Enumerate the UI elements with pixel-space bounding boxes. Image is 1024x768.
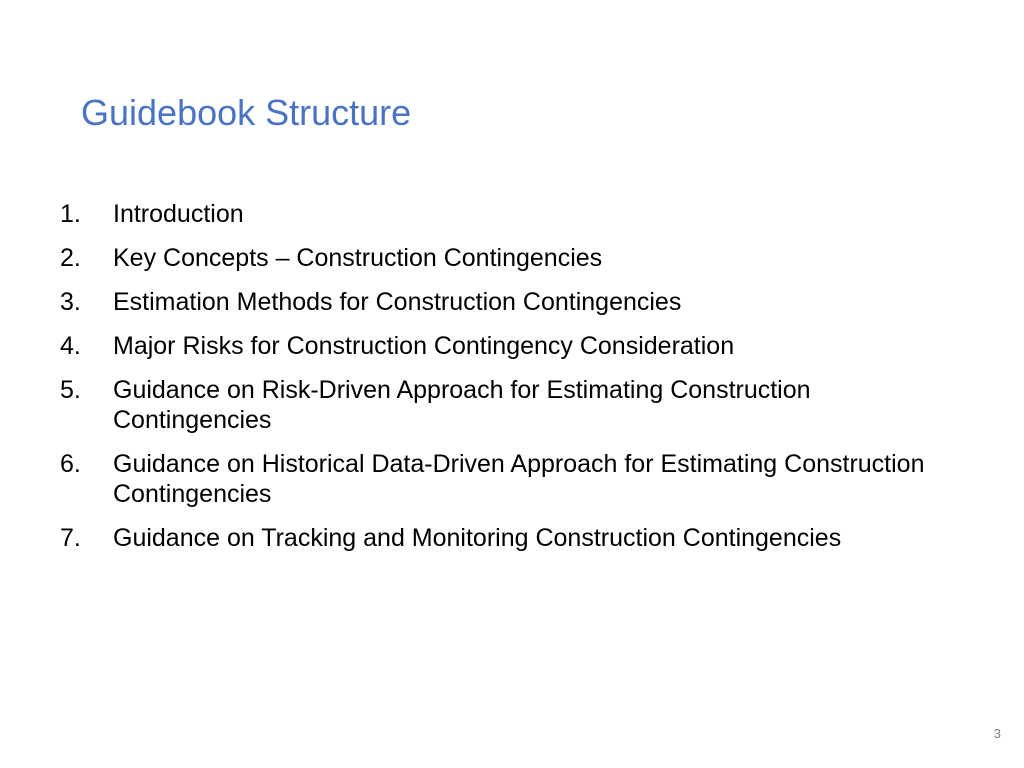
toc-item-text: Estimation Methods for Construction Contingencies bbox=[113, 288, 682, 316]
toc-item bbox=[60, 449, 960, 509]
toc-item-text: Guidance on Tracking and Monitoring Construction Contingencies bbox=[113, 524, 842, 552]
toc-item bbox=[60, 375, 960, 435]
toc-item-text: Guidance on Historical Data-Driven Approach for Estimating Construction Contingencies bbox=[113, 450, 925, 508]
toc-item-text: Key Concepts – Construction Contingencies bbox=[113, 244, 603, 272]
toc-item bbox=[60, 199, 960, 229]
toc-item bbox=[60, 243, 960, 273]
toc-item-number: 5. bbox=[60, 376, 81, 404]
table-of-contents bbox=[60, 199, 960, 567]
toc-item-number: 2. bbox=[60, 244, 81, 272]
toc-item-number: 7. bbox=[60, 524, 81, 552]
toc-item-number: 4. bbox=[60, 332, 81, 360]
toc-item-text: Guidance on Risk-Driven Approach for Estimating Construction Contingencies bbox=[113, 376, 811, 434]
toc-item-number: 6. bbox=[60, 450, 81, 478]
toc-item bbox=[60, 287, 960, 317]
slide-title: Guidebook Structure bbox=[81, 92, 412, 133]
toc-item bbox=[60, 331, 960, 361]
toc-item bbox=[60, 523, 960, 553]
toc-item-text: Major Risks for Construction Contingency Consideration bbox=[113, 332, 735, 360]
toc-item-number: 3. bbox=[60, 288, 81, 316]
toc-item-number: 1. bbox=[60, 200, 81, 228]
page-number: 3 bbox=[993, 726, 1001, 741]
toc-item-text: Introduction bbox=[113, 200, 244, 228]
